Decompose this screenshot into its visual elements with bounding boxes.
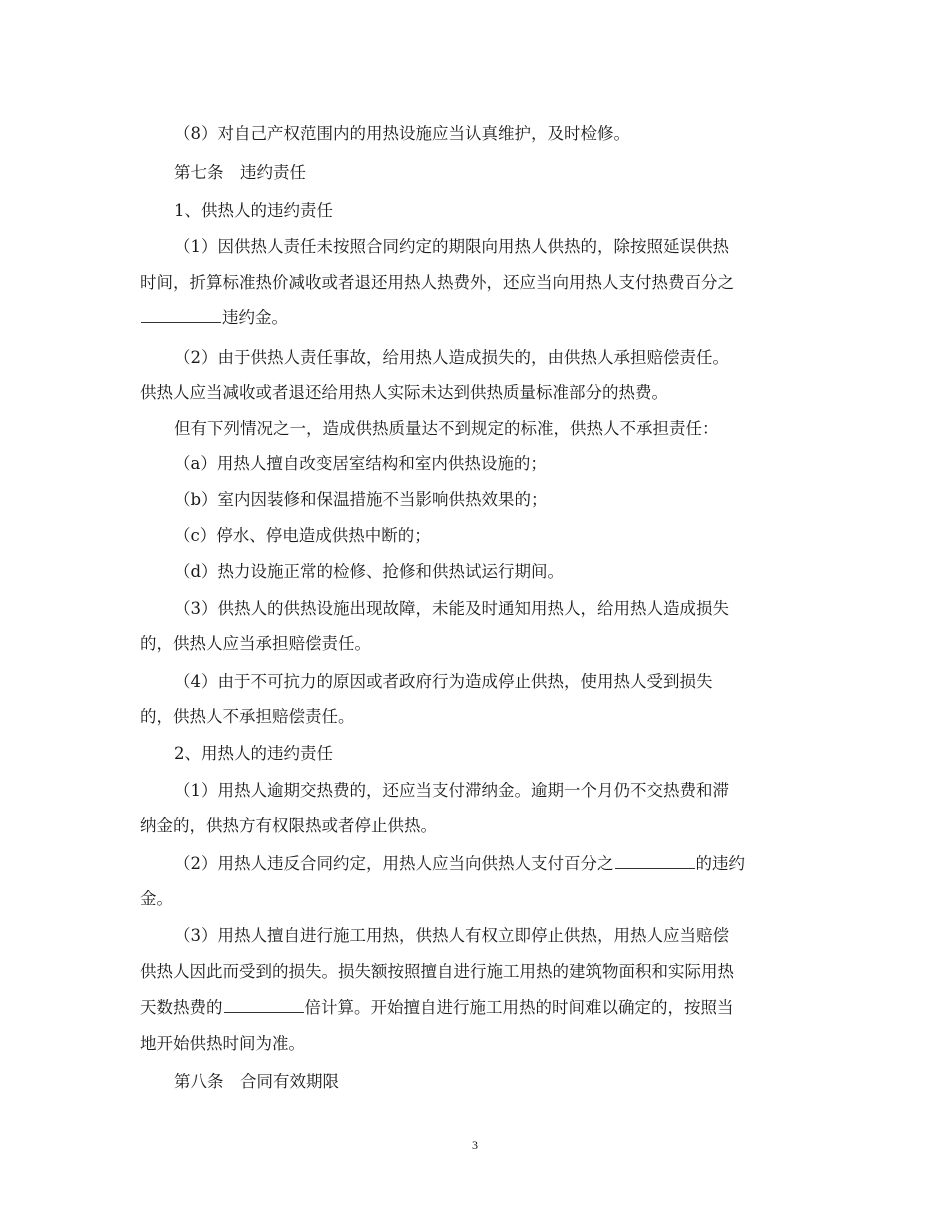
exceptions-intro: 但有下列情况之一，造成供热质量达不到规定的标准，供热人不承担责任： [174,419,719,438]
section-2-title: 2、用热人的违约责任 [174,744,333,763]
fill-blank [224,996,304,1014]
article-7-title: 第七条 违约责任 [174,163,306,182]
exception-a: （a）用热人擅自改变居室结构和室内供热设施的； [174,454,547,473]
paragraph-s1-1-line3-text: 违约金。 [222,308,288,327]
page-number: 3 [472,1138,478,1152]
fill-blank [141,306,221,324]
paragraph-s2-2-line1 [174,850,745,874]
fill-blank [615,852,695,870]
paragraph-s2-2-text-before: （2）用热人违反合同约定，用热人应当向供热人支付百分之 [174,854,614,873]
exception-d: （d）热力设施正常的检修、抢修和供热试运行期间。 [174,562,565,581]
paragraph-s2-3-line3 [140,994,734,1018]
paragraph-s2-1-line2: 纳金的，供热方有权限热或者停止供热。 [140,816,437,835]
paragraph-s1-3-line2: 的，供热人应当承担赔偿责任。 [140,634,371,653]
paragraph-s2-3-line1: （3）用热人擅自进行施工用热，供热人有权立即停止供热，用热人应当赔偿 [174,926,729,945]
paragraph-s2-2-line2: 金。 [140,889,173,908]
paragraph-s2-3-line2: 供热人因此而受到的损失。损失额按照擅自进行施工用热的建筑物面积和实际用热 [140,962,734,981]
exception-b: （b）室内因装修和保温措施不当影响供热效果的； [174,490,548,509]
paragraph-s2-2-text-after: 的违约 [695,854,745,873]
paragraph-s1-1-line2: 时间，折算标准热价减收或者退还用热人热费外，还应当向用热人支付热费百分之 [140,273,734,292]
paragraph-s1-4-line1: （4）由于不可抗力的原因或者政府行为造成停止供热，使用热人受到损失 [174,672,713,691]
paragraph-s1-1-line3 [140,304,288,328]
paragraph-s2-3-line4: 地开始供热时间为准。 [140,1034,305,1053]
paragraph-s1-3-line1: （3）供热人的供热设施出现故障，未能及时通知用热人，给用热人造成损失 [174,599,729,618]
paragraph-s2-3-text-before: 天数热费的 [140,998,223,1017]
exception-c: （c）停水、停电造成供热中断的； [174,526,431,545]
paragraph-s1-4-line2: 的，供热人不承担赔偿责任。 [140,707,355,726]
paragraph-s1-2-line1: （2）由于供热人责任事故，给用热人造成损失的，由供热人承担赔偿责任。 [174,348,729,367]
paragraph-s1-1-line1: （1）因供热人责任未按照合同约定的期限向用热人供热的，除按照延误供热 [174,237,729,256]
paragraph-s2-1-line1: （1）用热人逾期交热费的，还应当支付滞纳金。逾期一个月仍不交热费和滞 [174,781,729,800]
paragraph-s2-3-text-after: 倍计算。开始擅自进行施工用热的时间难以确定的，按照当 [304,998,734,1017]
article-8-title: 第八条 合同有效期限 [174,1072,339,1091]
paragraph-item-8: （8）对自己产权范围内的用热设施应当认真维护，及时检修。 [174,124,630,143]
paragraph-s1-2-line2: 供热人应当减收或者退还给用热人实际未达到供热质量标准部分的热费。 [140,383,668,402]
section-1-title: 1、供热人的违约责任 [174,201,333,220]
